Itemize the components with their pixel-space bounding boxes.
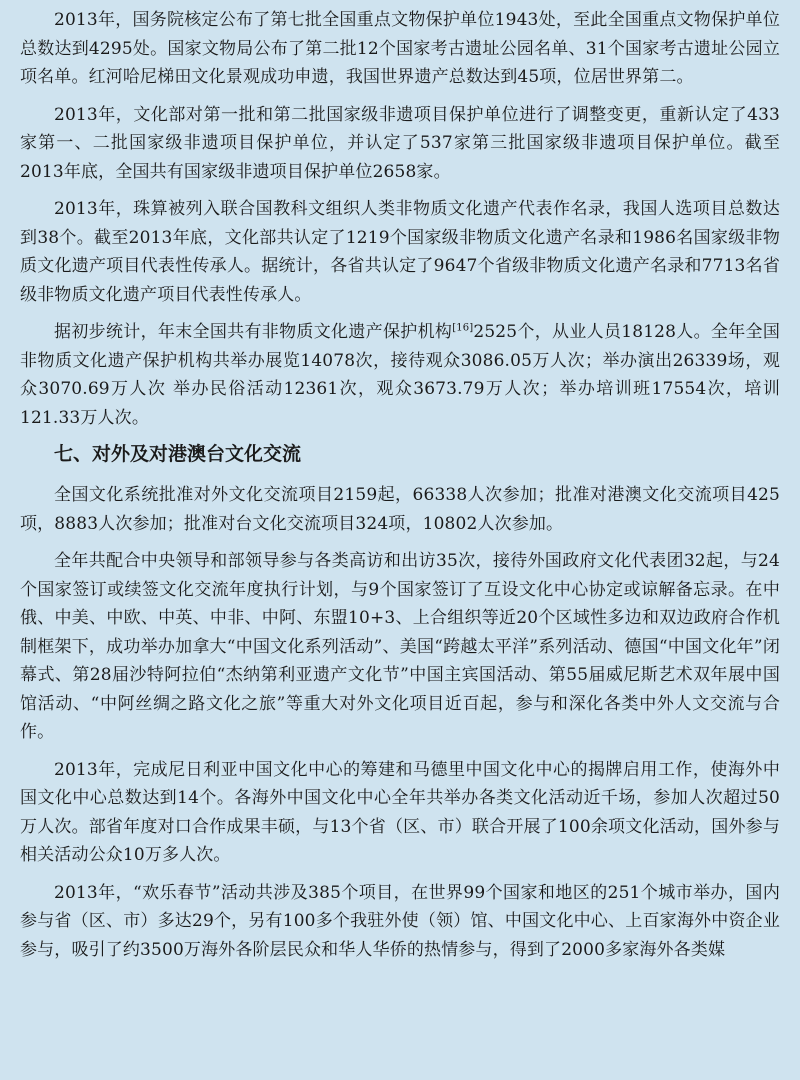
paragraph-intangible-protection-units: 2013年，文化部对第一批和第二批国家级非遗项目保护单位进行了调整变更，重新认定了433家第一、二批国家级非遗项目保护单位，并认定了537家第三批国家级非遗项目保护单位。截至2013年底，全国共有国家级非遗项目保护单位2658家。 bbox=[20, 104, 780, 182]
footnote-ref: [16] bbox=[452, 322, 474, 334]
statistics-text-after: 2525个，从业人员18128人。全年全国非物质文化遗产保护机构共举办展览14078次，接待观众3086.05万人次；举办演出26339场，观众3070.69万人次 举办民俗活动12361次，观众3673.79万人次；举办培训班17554次，培训121.33万人次。 bbox=[20, 322, 781, 428]
paragraph-high-level-visits: 全年共配合中央领导和部领导参与各类高访和出访35次，接待外国政府文化代表团32起，与24个国家签订或续签文化交流年度执行计划，与9个国家签订了互设文化中心协定或谅解备忘录。在中俄、中美、中欧、中英、中非、中阿、东盟10+3、上合组织等近20个区域性多边和双边政府合作机制框架下，成功举办加拿大“中国文化系列活动”、美国“跨越太平洋”系列活动、德国“中国文化年”闭幕式、第28届沙特阿拉伯“杰纳第利亚遗产文化节”中国主宾国活动、第55届威尼斯艺术双年展中国馆活动、“中阿丝绸之路文化之旅”等重大对外文化项目近百起，参与和深化各类中外人文交流与合作。 bbox=[20, 551, 780, 742]
statistics-text-before: 据初步统计，年末全国共有非物质文化遗产保护机构 bbox=[54, 322, 453, 342]
paragraph-cultural-centers: 2013年，完成尼日利亚中国文化中心的筹建和马德里中国文化中心的揭牌启用工作，使海外中国文化中心总数达到14个。各海外中国文化中心全年共举办各类文化活动近千场，参加人次超过50万人次。部省年度对口合作成果丰硕，与13个省（区、市）联合开展了100余项文化活动，国外参与相关活动公众10万多人次。 bbox=[20, 759, 780, 865]
section-heading-foreign-exchange: 七、对外及对港澳台文化交流 bbox=[54, 443, 302, 465]
paragraph-statistics bbox=[20, 318, 780, 432]
document-body bbox=[20, 6, 780, 973]
paragraph-exchange-projects: 全国文化系统批准对外文化交流项目2159起，66338人次参加；批准对港澳文化交流项目425项，8883人次参加；批准对台文化交流项目324项，10802人次参加。 bbox=[20, 485, 780, 534]
paragraph-abacus-unesco: 2013年，珠算被列入联合国教科文组织人类非物质文化遗产代表作名录，我国人选项目总数达到38个。截至2013年底，文化部共认定了1219个国家级非物质文化遗产名录和1986名国家级非物质文化遗产项目代表性传承人。据统计，各省共认定了9647个省级非物质文化遗产名录和7713名省级非物质文化遗产项目代表性传承人。 bbox=[20, 199, 780, 305]
paragraph-happy-spring-festival: 2013年，“欢乐春节”活动共涉及385个项目，在世界99个国家和地区的251个城市举办，国内参与省（区、市）多达29个，另有100多个我驻外使（领）馆、中国文化中心、上百家海外中资企业参与，吸引了约3500万海外各阶层民众和华人华侨的热情参与，得到了2000多家海外各类媒 bbox=[20, 882, 780, 960]
paragraph-heritage-sites: 2013年，国务院核定公布了第七批全国重点文物保护单位1943处，至此全国重点文物保护单位总数达到4295处。国家文物局公布了第二批12个国家考古遗址公园名单、31个国家考古遗址公园立项名单。红河哈尼梯田文化景观成功申遗，我国世界遗产总数达到45项，位居世界第二。 bbox=[20, 10, 780, 87]
